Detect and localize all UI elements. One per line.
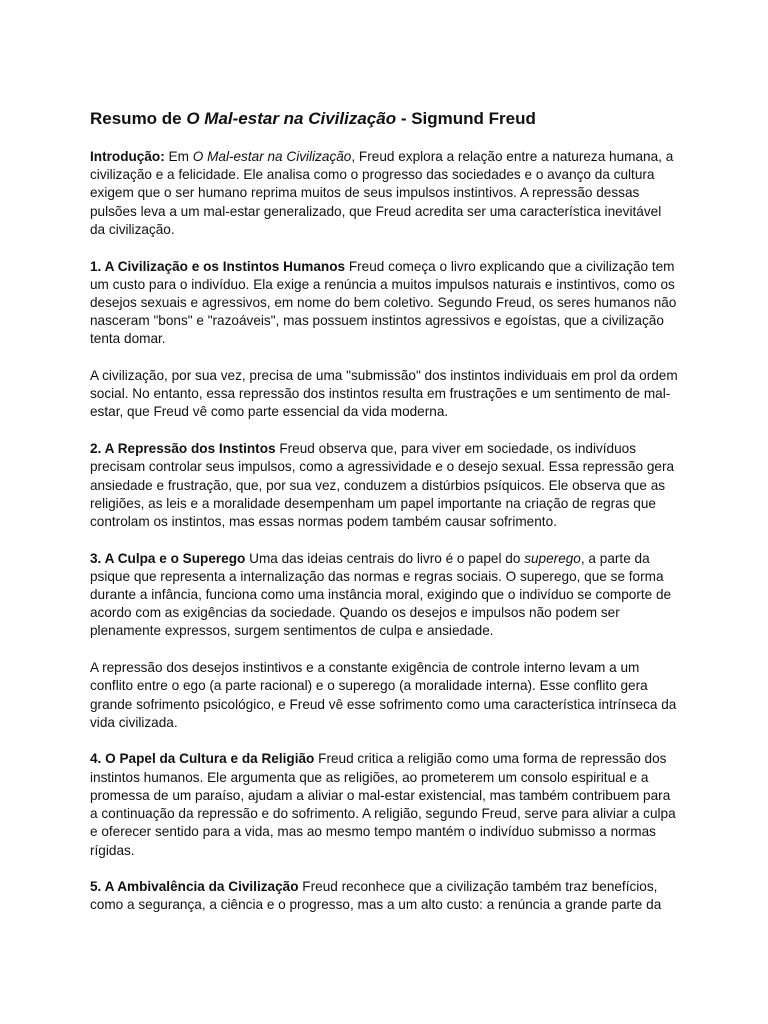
section-4-heading: 4. O Papel da Cultura e da Religião (90, 751, 315, 767)
document-page (90, 108, 678, 933)
section-3-paragraph-2: A repressão dos desejos instintivos e a constante exigência de controle interno levam a um conflito entre o ego (a parte racional) e o superego (a moralidade interna). Esse conflito gera grande sofrimento psicológico, e Freud vê esse sofrimento como uma característica intrínseca da vida civilizada. (90, 660, 677, 730)
section-5-text: Freud reconhece que a civilização também traz benefícios, como a segurança, a ciência e o progresso, mas a um alto custo: a renúncia a grande parte da (90, 879, 662, 913)
document-title (90, 108, 678, 130)
intro-paragraph (90, 148, 678, 239)
intro-text-2: , Freud explora a relação entre a natureza humana, a civilização e a felicidade. Ele analisa como o progresso das sociedades e o avanço da cultura exigem que o ser humano reprima muitos de seus impulsos instintivos. A repressão dessas pulsões leva a um mal-estar generalizado, que Freud acredita ser uma característica inevitável da civilização. (90, 149, 674, 237)
title-prefix: Resumo de (90, 109, 187, 128)
title-book: O Mal-estar na Civilização (186, 109, 397, 128)
intro-book-title: O Mal-estar na Civilização (192, 149, 352, 164)
section-3-text-1: Uma das ideias centrais do livro é o papel do (245, 550, 525, 566)
section-1-paragraph-2: A civilização, por sua vez, precisa de uma "submissão" dos instintos individuais em prol da ordem social. No entanto, essa repressão dos instintos resulta em frustrações e um sentimento de mal-estar, que Freud vê como parte essencial da vida moderna. (90, 368, 678, 420)
section-2-heading: 2. A Repressão dos Instintos (90, 441, 276, 457)
section-1-text: Freud começa o livro explicando que a civilização tem um custo para o indivíduo. Ela exige a renúncia a muitos impulsos naturais e instintivos, como os desejos sexuais e agressivos, em nome do bem coletivo. Segundo Freud, os seres humanos não nasceram "bons" e "razoáveis", mas possuem instintos agressivos e egoístas, que a civilização tenta domar. (90, 258, 677, 347)
section-2-paragraph (90, 440, 678, 531)
title-suffix: - Sigmund Freud (396, 109, 536, 128)
section-1-heading: 1. A Civilização e os Instintos Humanos (90, 258, 346, 274)
section-5-heading: 5. A Ambivalência da Civilização (90, 879, 299, 895)
section-5-paragraph (90, 878, 678, 914)
section-3-text-2: , a parte da psique que representa a internalização das normas e regras sociais. O superego, que se forma durante a infância, funciona como uma instância moral, exigindo que o indivíduo se comporte de acordo com as exigências da sociedade. Quando os desejos e impulsos não podem ser plenamente expressos, surgem sentimentos de culpa e ansiedade. (90, 550, 672, 639)
intro-heading: Introdução: (90, 149, 165, 164)
section-4-paragraph (90, 750, 678, 859)
section-4-text: Freud critica a religião como uma forma de repressão dos instintos humanos. Ele argumenta que as religiões, ao prometerem um consolo espiritual e a promessa de um paraíso, ajudam a aliviar o mal-estar existencial, mas também contribuem para a continuação da repressão e do sofrimento. A religião, segundo Freud, serve para aliviar a culpa e oferecer sentido para a vida, mas ao mesmo tempo mantém o indivíduo submisso a normas rígidas. (90, 751, 676, 858)
section-1-paragraph (90, 258, 678, 349)
section-2-text: Freud observa que, para viver em sociedade, os indivíduos precisam controlar seus impulsos, como a agressividade e o desejo sexual. Essa repressão gera ansiedade e frustração, que, por sua vez, conduzem a distúrbios psíquicos. Ele observa que as religiões, as leis e a moralidade desempenham um papel importante na criação de regras que controlam os instintos, mas essas normas podem também causar sofrimento. (90, 441, 675, 529)
intro-text-1: Em (164, 149, 193, 164)
section-3-heading: 3. A Culpa e o Superego (90, 550, 246, 566)
section-3-paragraph (90, 550, 678, 641)
superego-term: superego (524, 550, 581, 566)
